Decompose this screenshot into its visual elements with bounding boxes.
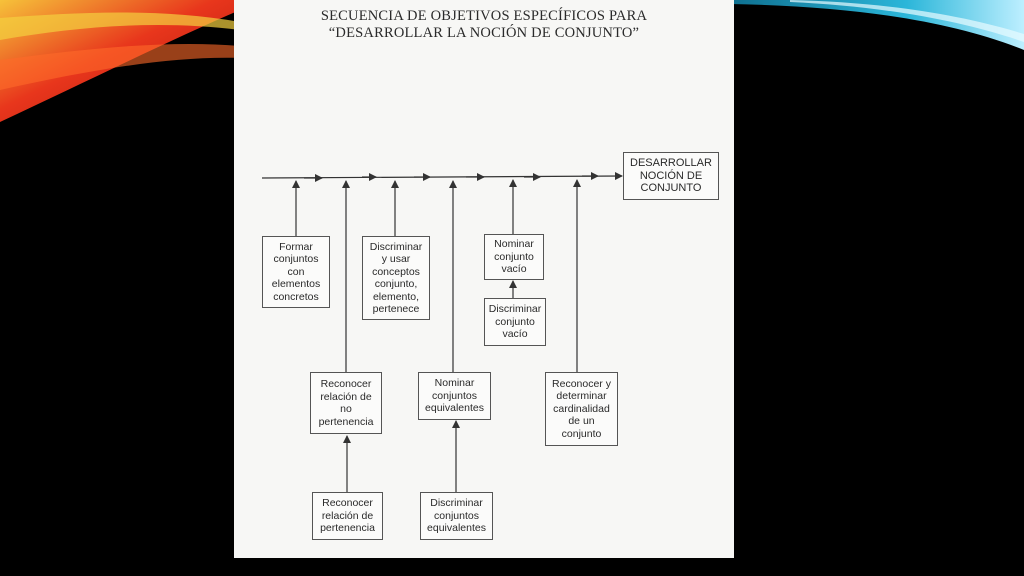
box-discriminar-conjuntos-equivalentes: Discriminar conjuntos equivalentes	[420, 492, 493, 540]
box-reconocer-no-pertenencia: Reconocer relación de no pertenencia	[310, 372, 382, 434]
decorative-swoosh-right	[730, 0, 1024, 60]
diagram-title-line-2: “DESARROLLAR LA NOCIÓN DE CONJUNTO”	[328, 25, 640, 41]
box-nominar-conjuntos-equivalentes: Nominar conjuntos equivalentes	[418, 372, 491, 420]
box-reconocer-pertenencia: Reconocer relación de pertenencia	[312, 492, 383, 540]
box-goal: DESARROLLAR NOCIÓN DE CONJUNTO	[623, 152, 719, 200]
box-discriminar-conjunto-vacio: Discriminar conjunto vacío	[484, 298, 546, 346]
box-nominar-conjunto-vacio: Nominar conjunto vacío	[484, 234, 544, 280]
box-formar-conjuntos: Formar conjuntos con elementos concretos	[262, 236, 330, 308]
diagram-title-line-1: SECUENCIA DE OBJETIVOS ESPECÍFICOS PARA	[320, 8, 648, 24]
decorative-swoosh-left	[0, 0, 240, 130]
document-page	[234, 0, 734, 558]
box-discriminar-usar-conceptos: Discriminar y usar conceptos conjunto, elemento, pertenece	[362, 236, 430, 320]
box-cardinalidad: Reconocer y determinar cardinalidad de un conjunto	[545, 372, 618, 446]
